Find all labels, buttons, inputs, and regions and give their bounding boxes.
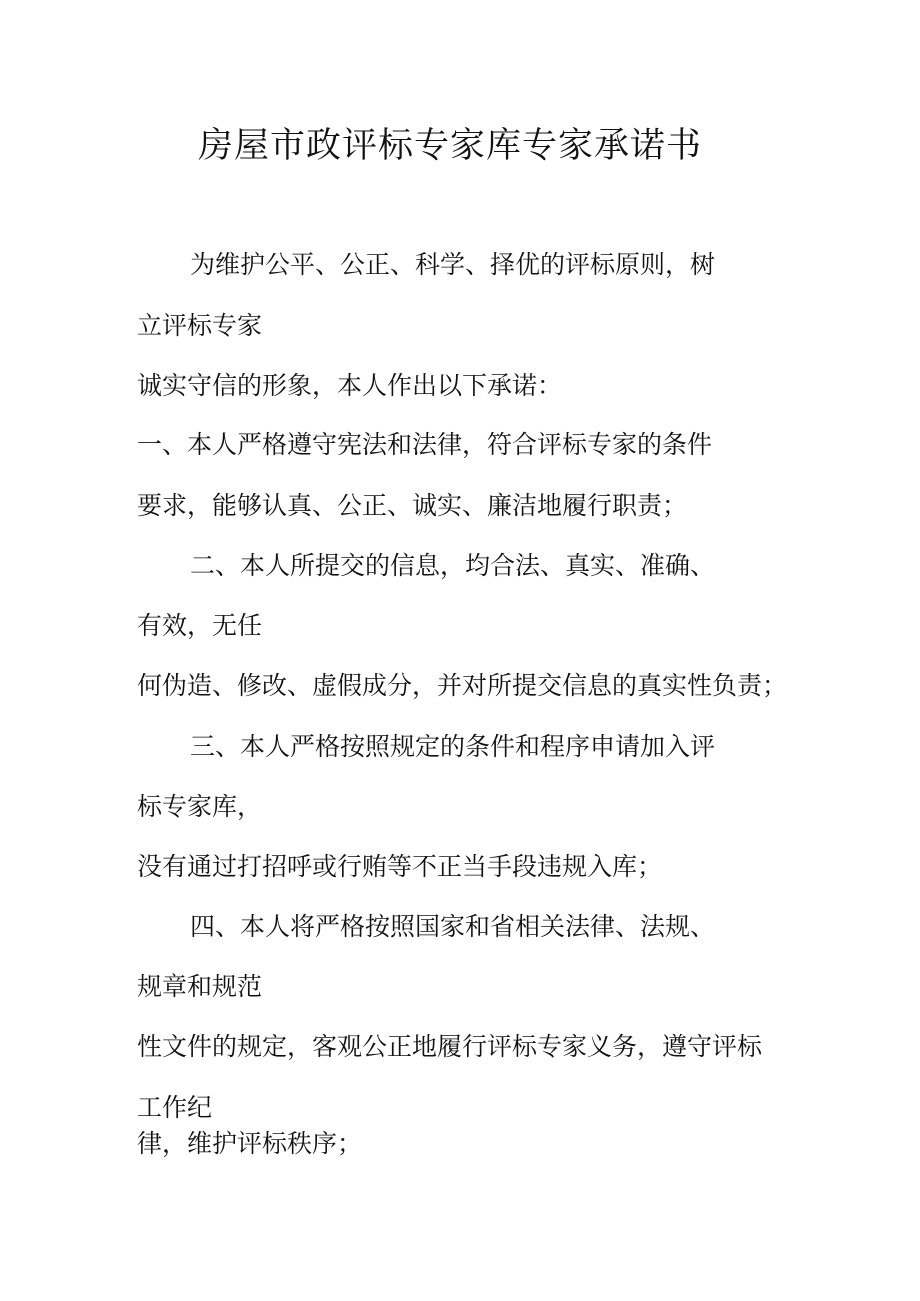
document-title: 房屋市政评标专家库专家承诺书 [197, 126, 702, 166]
text-line-6: 二、本人所提交的信息，均合法、真实、准确、 [190, 551, 716, 580]
text-line-12: 四、本人将严格按照国家和省相关法律、法规、 [190, 912, 716, 941]
text-line-2: 立评标专家 [137, 311, 263, 340]
text-line-14: 性文件的规定，客观公正地履行评标专家义务，遵守评标 [137, 1032, 763, 1061]
text-line-7: 有效，无任 [137, 611, 263, 640]
text-line-15: 工作纪 [137, 1093, 213, 1122]
text-line-9: 三、本人严格按照规定的条件和程序申请加入评 [190, 732, 716, 761]
text-line-5: 要求，能够认真、公正、诚实、廉洁地履行职责； [137, 491, 688, 520]
text-line-3: 诚实守信的形象，本人作出以下承诺： [137, 371, 563, 400]
text-line-16: 律，维护评标秩序； [137, 1129, 363, 1158]
text-line-11: 没有通过打招呼或行贿等不正当手段违规入库； [137, 852, 663, 881]
text-line-4: 一、本人严格遵守宪法和法律，符合评标专家的条件 [137, 430, 713, 459]
text-line-13: 规章和规范 [137, 972, 263, 1001]
text-line-10: 标专家库， [137, 792, 263, 821]
text-line-8: 何伪造、修改、虚假成分，并对所提交信息的真实性负责； [137, 671, 788, 700]
text-line-1: 为维护公平、公正、科学、择优的评标原则，树 [190, 250, 716, 279]
